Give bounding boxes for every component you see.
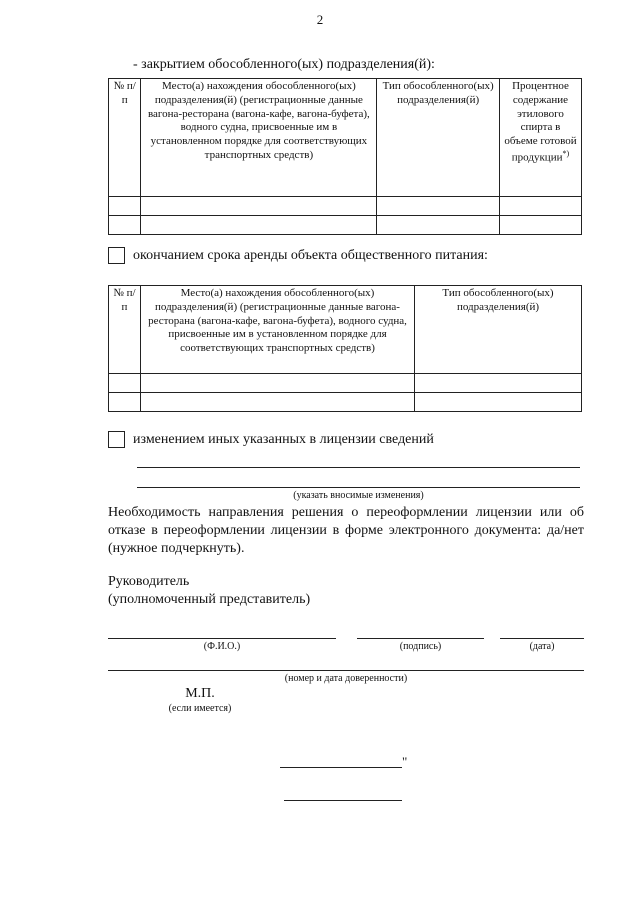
closure-table — [108, 78, 582, 235]
closure-heading: - закрытием обособленного(ых) подразделения(й): — [133, 57, 435, 72]
col-location-header: Место(а) нахождения обособленного(ых) подразделения(й) (регистрационные данные вагона-ресторана (вагона-кафе, вагона-буфета), водного судна, присвоенные им в установленном порядке для соответствующих транспортных средств) — [141, 79, 377, 197]
col-number-header: № п/п — [109, 79, 141, 197]
alcohol-header-text: Процентное содержание этилового спирта в объеме готовой продукции — [504, 80, 577, 164]
signature-caption: (подпись) — [399, 641, 442, 652]
table-cell[interactable] — [141, 393, 415, 412]
table-cell[interactable] — [109, 197, 141, 216]
table-cell[interactable] — [109, 216, 141, 235]
changes-hint: (указать вносимые изменения) — [293, 490, 424, 501]
table-row — [109, 216, 582, 235]
signature-line[interactable] — [357, 638, 484, 639]
other-changes-checkbox[interactable] — [108, 431, 125, 448]
fio-line[interactable] — [108, 638, 336, 639]
table-row — [109, 393, 582, 412]
table-cell[interactable] — [499, 216, 581, 235]
date-day-line[interactable] — [280, 767, 402, 768]
col-number-header: № п/п — [109, 286, 141, 374]
changes-input-line[interactable] — [137, 467, 580, 468]
table-cell[interactable] — [109, 374, 141, 393]
table-cell[interactable] — [141, 374, 415, 393]
signatory-subtitle: (уполномоченный представитель) — [108, 592, 311, 607]
date-caption: (дата) — [529, 641, 555, 652]
table-header-row — [109, 286, 582, 374]
stamp-note: (если имеется) — [168, 703, 232, 714]
table-cell[interactable] — [377, 216, 500, 235]
col-type-header: Тип обособленного(ых) подразделения(й) — [415, 286, 582, 374]
col-type-header: Тип обособленного(ых) подразделения(й) — [377, 79, 500, 197]
table-cell[interactable] — [109, 393, 141, 412]
lease-label: окончанием срока аренды объекта общественного питания: — [133, 248, 488, 263]
table-row — [109, 374, 582, 393]
other-changes-label: изменением иных указанных в лицензии сведений — [133, 432, 434, 447]
quote-mark: " — [402, 754, 408, 769]
lease-table — [108, 285, 582, 412]
table-cell[interactable] — [415, 393, 582, 412]
date-year-line[interactable] — [284, 800, 402, 801]
date-line[interactable] — [500, 638, 584, 639]
table-header-row — [109, 79, 582, 197]
table-row — [109, 197, 582, 216]
changes-input-line[interactable] — [137, 487, 580, 488]
stamp-label: М.П. — [185, 686, 215, 701]
table-cell[interactable] — [415, 374, 582, 393]
power-of-attorney-caption: (номер и дата доверенности) — [284, 673, 408, 684]
footnote-mark: *) — [562, 148, 570, 158]
table-cell[interactable] — [377, 197, 500, 216]
table-cell[interactable] — [141, 197, 377, 216]
fio-caption: (Ф.И.О.) — [203, 641, 241, 652]
col-location-header: Место(а) нахождения обособленного(ых) подразделения(й) (регистрационные данные вагона-ресторана (вагона-кафе, вагона-буфета), водного судна, присвоенные им в установленном порядке для соответствующих транспортных средств) — [141, 286, 415, 374]
table-cell[interactable] — [141, 216, 377, 235]
power-of-attorney-line[interactable] — [108, 670, 584, 671]
table-cell[interactable] — [499, 197, 581, 216]
electronic-document-question: Необходимость направления решения о переоформлении лицензии или об отказе в переоформлении лицензии в форме электронного документа: да/нет (нужное подчеркнуть). — [108, 505, 584, 556]
signatory-title: Руководитель — [108, 574, 190, 589]
page-number: 2 — [316, 12, 324, 27]
lease-checkbox[interactable] — [108, 247, 125, 264]
col-alcohol-header — [499, 79, 581, 197]
